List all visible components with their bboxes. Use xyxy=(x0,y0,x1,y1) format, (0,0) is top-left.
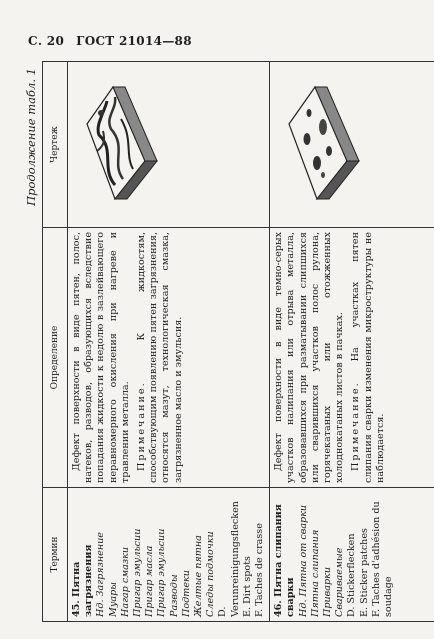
definition-note xyxy=(136,232,185,483)
term-synonym: Нд. Загрязнение xyxy=(95,532,107,617)
table-row xyxy=(270,62,434,622)
continuation-label: Продолжение табл. 1 xyxy=(24,68,38,206)
term-synonym: F. Taches de crasse xyxy=(254,523,266,617)
term-synonym: E. Dirt spots xyxy=(241,556,253,617)
page-number: С. 20 xyxy=(28,34,65,48)
term-title: 45. Пятна загрязнения xyxy=(71,544,95,617)
column-header-definition: Определение xyxy=(43,228,68,488)
term-synonym: Муары xyxy=(107,581,119,617)
drawing-cell xyxy=(270,62,434,228)
term-synonym: Нагар смазки xyxy=(119,546,131,617)
term-synonym: Приварки xyxy=(322,566,334,617)
term-synonym: D. Stickerflecken xyxy=(346,533,358,617)
definition-cell xyxy=(68,228,270,488)
term-synonym: Пригар эмульсии xyxy=(132,528,144,617)
term-synonym: Подтеки xyxy=(180,570,192,617)
standard-code: ГОСТ 21014—88 xyxy=(76,34,192,48)
terms-table xyxy=(42,61,434,622)
table-row xyxy=(68,62,270,622)
term-synonym: Пригар масла xyxy=(144,545,156,617)
definition-note xyxy=(350,232,387,483)
term-lines xyxy=(95,492,266,617)
column-header-term: Термин xyxy=(43,488,68,622)
term-lines xyxy=(298,492,396,617)
term-synonym: Пригар эмульсии xyxy=(156,528,168,617)
term-synonym: Пятна слипания xyxy=(309,529,321,617)
column-header-drawing: Чертеж xyxy=(43,62,68,228)
rotated-table-region xyxy=(24,62,424,622)
term-synonym: Свариваемые xyxy=(334,547,346,617)
term-synonym: D. Verunreinigungsflecken xyxy=(217,501,241,617)
note-label: Примечание. xyxy=(350,381,362,471)
definition-text: Дефект поверхности в виде пятен, полос, натеков, разводов, образующихся вследствие попадания жидкости к недолю в зазлейвающего неравномерного окисления при нагреве и травлении металла. xyxy=(71,232,131,483)
term-cell xyxy=(270,488,434,622)
term-synonym: Желтые пятна xyxy=(193,535,205,617)
term-synonym: E. Sticker patches xyxy=(358,528,370,617)
term-synonym: Следы подмочки xyxy=(205,531,217,617)
term-synonym: Разводы xyxy=(168,574,180,617)
note-text: На участках пятен слипания сварки изменения микроструктуры не наблюдается. xyxy=(350,232,386,483)
note-text: К жидкостям, способствующим появлению пятен загрязнения, относятся мазут, технологическая смазка, загрязненное масло и эмульсия. xyxy=(136,232,184,483)
page-header xyxy=(28,34,192,48)
term-synonym: Нд. Пятна от сварки xyxy=(297,504,309,617)
definition-text: Дефект поверхности в виде темно-серых участков налипания или отрыва металла, образовавшихся при разматывании слипшихся или сварившихся участков полос рулона, горячекатаных или отожженных холоднокатаных листов в пачках. xyxy=(273,232,346,483)
sticker-patches-drawing xyxy=(277,80,377,210)
note-label: Примечание. xyxy=(136,381,148,471)
definition-cell xyxy=(270,228,434,488)
term-cell xyxy=(68,488,270,622)
table-header-row xyxy=(43,62,68,622)
dirt-spots-drawing xyxy=(75,80,175,210)
term-synonym: F. Taches d'adhésion du soudage xyxy=(370,501,395,617)
drawing-cell xyxy=(68,62,270,228)
term-title: 46. Пятна слипания сварки xyxy=(273,504,297,617)
